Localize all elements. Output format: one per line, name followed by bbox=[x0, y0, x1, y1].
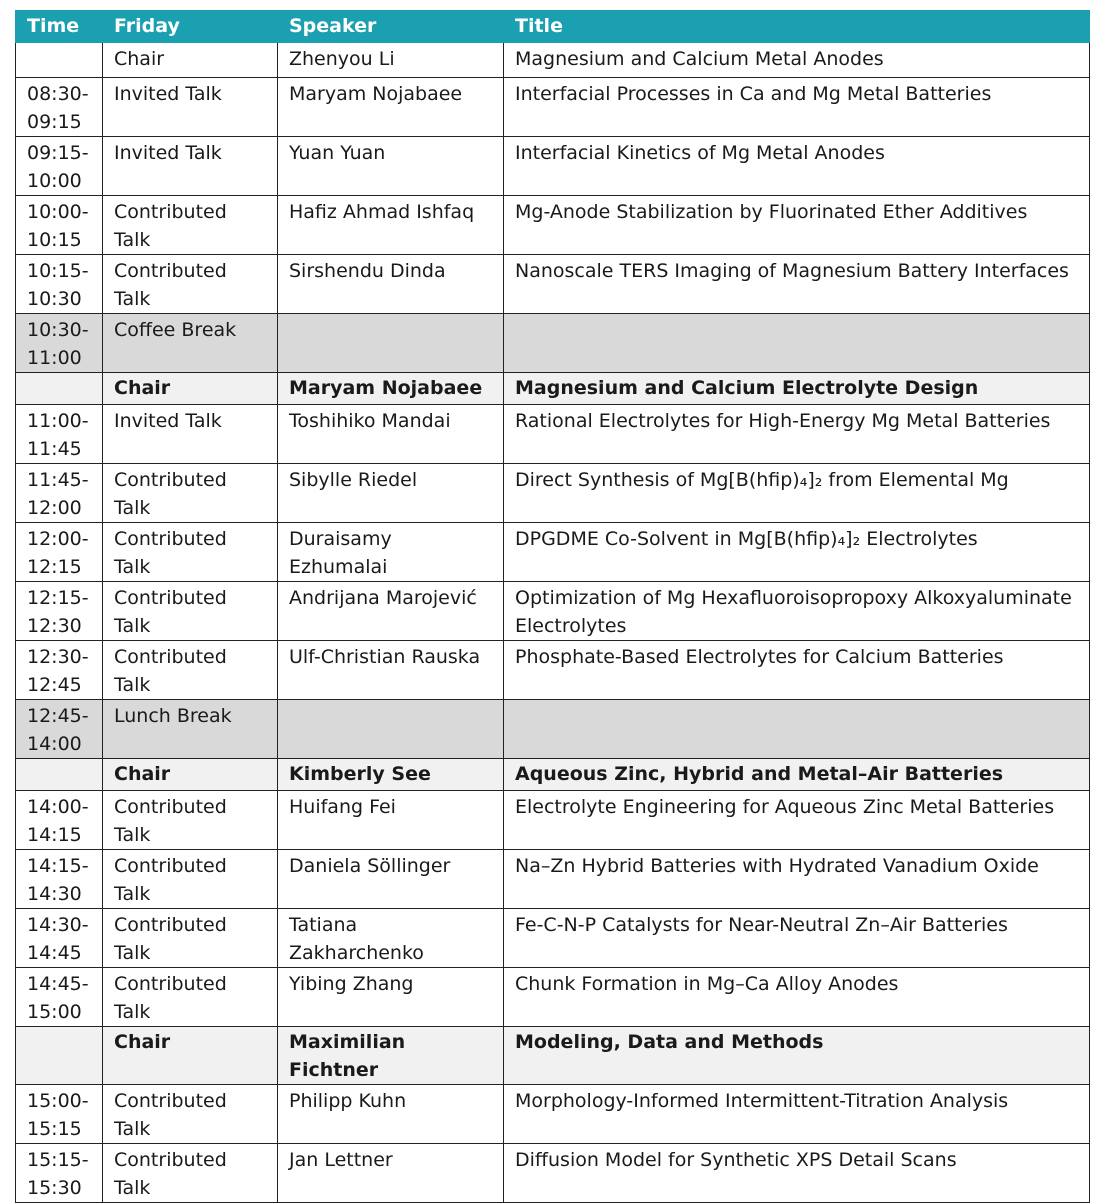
header-day: Friday bbox=[103, 11, 278, 43]
time-cell: 14:15-14:30 bbox=[16, 850, 103, 909]
talk-title-cell: Chunk Formation in Mg–Ca Alloy Anodes bbox=[504, 968, 1090, 1027]
table-row bbox=[16, 523, 1090, 582]
time-cell bbox=[16, 43, 103, 78]
session-type-cell: Contributed Talk bbox=[103, 968, 278, 1027]
talk-title-cell: Interfacial Kinetics of Mg Metal Anodes bbox=[504, 137, 1090, 196]
talk-title-cell: Rational Electrolytes for High-Energy Mg Metal Batteries bbox=[504, 405, 1090, 464]
header-row bbox=[16, 11, 1090, 43]
speaker-cell: Zhenyou Li bbox=[278, 43, 504, 78]
speaker-cell: Sibylle Riedel bbox=[278, 464, 504, 523]
table-row bbox=[16, 196, 1090, 255]
time-cell bbox=[16, 373, 103, 405]
session-type-cell: Contributed Talk bbox=[103, 791, 278, 850]
session-type-cell: Chair bbox=[103, 759, 278, 791]
time-cell: 10:30-11:00 bbox=[16, 314, 103, 373]
session-type-cell: Chair bbox=[103, 1027, 278, 1085]
time-cell: 09:15-10:00 bbox=[16, 137, 103, 196]
header-time: Time bbox=[16, 11, 103, 43]
session-type-cell: Invited Talk bbox=[103, 78, 278, 137]
break-row bbox=[16, 700, 1090, 759]
speaker-cell: Duraisamy Ezhumalai bbox=[278, 523, 504, 582]
talk-title-cell: Fe-C-N-P Catalysts for Near-Neutral Zn–Air Batteries bbox=[504, 909, 1090, 968]
speaker-cell: Hafiz Ahmad Ishfaq bbox=[278, 196, 504, 255]
speaker-cell: Yibing Zhang bbox=[278, 968, 504, 1027]
session-type-cell: Contributed Talk bbox=[103, 641, 278, 700]
time-cell: 14:45-15:00 bbox=[16, 968, 103, 1027]
session-chair-row bbox=[16, 759, 1090, 791]
time-cell: 10:15-10:30 bbox=[16, 255, 103, 314]
table-row bbox=[16, 850, 1090, 909]
session-chair-row bbox=[16, 373, 1090, 405]
speaker-cell: Maryam Nojabaee bbox=[278, 78, 504, 137]
session-type-cell: Contributed Talk bbox=[103, 255, 278, 314]
session-type-cell: Contributed Talk bbox=[103, 1085, 278, 1144]
time-cell: 11:00-11:45 bbox=[16, 405, 103, 464]
table-row bbox=[16, 78, 1090, 137]
speaker-cell: Jan Lettner bbox=[278, 1144, 504, 1203]
session-type-cell: Contributed Talk bbox=[103, 582, 278, 641]
time-cell: 15:00-15:15 bbox=[16, 1085, 103, 1144]
talk-title-cell: Nanoscale TERS Imaging of Magnesium Battery Interfaces bbox=[504, 255, 1090, 314]
table-row bbox=[16, 909, 1090, 968]
table-row bbox=[16, 968, 1090, 1027]
table-row bbox=[16, 405, 1090, 464]
speaker-cell: Andrijana Marojević bbox=[278, 582, 504, 641]
table-row bbox=[16, 641, 1090, 700]
session-type-cell: Contributed Talk bbox=[103, 1144, 278, 1203]
time-cell: 12:45-14:00 bbox=[16, 700, 103, 759]
time-cell: 08:30-09:15 bbox=[16, 78, 103, 137]
table-row bbox=[16, 255, 1090, 314]
speaker-cell: Daniela Söllinger bbox=[278, 850, 504, 909]
session-type-cell: Contributed Talk bbox=[103, 196, 278, 255]
session-type-cell: Chair bbox=[103, 43, 278, 78]
time-cell: 12:30-12:45 bbox=[16, 641, 103, 700]
talk-title-cell: DPGDME Co-Solvent in Mg[B(hfip)₄]₂ Electrolytes bbox=[504, 523, 1090, 582]
speaker-cell: Huifang Fei bbox=[278, 791, 504, 850]
session-chair-row bbox=[16, 1027, 1090, 1085]
talk-title-cell: Modeling, Data and Methods bbox=[504, 1027, 1090, 1085]
speaker-cell: Sirshendu Dinda bbox=[278, 255, 504, 314]
schedule-table bbox=[15, 10, 1090, 1203]
time-cell: 11:45-12:00 bbox=[16, 464, 103, 523]
table-row bbox=[16, 791, 1090, 850]
header-speaker: Speaker bbox=[278, 11, 504, 43]
speaker-cell bbox=[278, 700, 504, 759]
talk-title-cell: Electrolyte Engineering for Aqueous Zinc Metal Batteries bbox=[504, 791, 1090, 850]
talk-title-cell: Magnesium and Calcium Metal Anodes bbox=[504, 43, 1090, 78]
table-row bbox=[16, 137, 1090, 196]
talk-title-cell bbox=[504, 700, 1090, 759]
talk-title-cell bbox=[504, 314, 1090, 373]
talk-title-cell: Na–Zn Hybrid Batteries with Hydrated Vanadium Oxide bbox=[504, 850, 1090, 909]
speaker-cell: Tatiana Zakharchenko bbox=[278, 909, 504, 968]
talk-title-cell: Phosphate-Based Electrolytes for Calcium Batteries bbox=[504, 641, 1090, 700]
talk-title-cell: Aqueous Zinc, Hybrid and Metal–Air Batteries bbox=[504, 759, 1090, 791]
speaker-cell: Yuan Yuan bbox=[278, 137, 504, 196]
time-cell: 12:00-12:15 bbox=[16, 523, 103, 582]
session-type-cell: Invited Talk bbox=[103, 137, 278, 196]
talk-title-cell: Optimization of Mg Hexafluoroisopropoxy Alkoxyaluminate Electrolytes bbox=[504, 582, 1090, 641]
speaker-cell: Toshihiko Mandai bbox=[278, 405, 504, 464]
session-type-cell: Contributed Talk bbox=[103, 523, 278, 582]
session-type-cell: Coffee Break bbox=[103, 314, 278, 373]
talk-title-cell: Magnesium and Calcium Electrolyte Design bbox=[504, 373, 1090, 405]
speaker-cell: Kimberly See bbox=[278, 759, 504, 791]
session-type-cell: Contributed Talk bbox=[103, 909, 278, 968]
time-cell: 10:00-10:15 bbox=[16, 196, 103, 255]
session-type-cell: Lunch Break bbox=[103, 700, 278, 759]
talk-title-cell: Direct Synthesis of Mg[B(hfip)₄]₂ from Elemental Mg bbox=[504, 464, 1090, 523]
time-cell: 15:15-15:30 bbox=[16, 1144, 103, 1203]
table-row bbox=[16, 43, 1090, 78]
header-title: Title bbox=[504, 11, 1090, 43]
break-row bbox=[16, 314, 1090, 373]
time-cell bbox=[16, 759, 103, 791]
table-row bbox=[16, 1085, 1090, 1144]
talk-title-cell: Diffusion Model for Synthetic XPS Detail Scans bbox=[504, 1144, 1090, 1203]
speaker-cell: Maryam Nojabaee bbox=[278, 373, 504, 405]
time-cell: 14:00-14:15 bbox=[16, 791, 103, 850]
time-cell: 14:30-14:45 bbox=[16, 909, 103, 968]
session-type-cell: Invited Talk bbox=[103, 405, 278, 464]
time-cell bbox=[16, 1027, 103, 1085]
time-cell: 12:15-12:30 bbox=[16, 582, 103, 641]
table-row bbox=[16, 1144, 1090, 1203]
speaker-cell: Philipp Kuhn bbox=[278, 1085, 504, 1144]
speaker-cell: Maximilian Fichtner bbox=[278, 1027, 504, 1085]
talk-title-cell: Morphology-Informed Intermittent-Titration Analysis bbox=[504, 1085, 1090, 1144]
speaker-cell bbox=[278, 314, 504, 373]
session-type-cell: Chair bbox=[103, 373, 278, 405]
talk-title-cell: Mg-Anode Stabilization by Fluorinated Ether Additives bbox=[504, 196, 1090, 255]
table-row bbox=[16, 582, 1090, 641]
session-type-cell: Contributed Talk bbox=[103, 464, 278, 523]
table-row bbox=[16, 464, 1090, 523]
session-type-cell: Contributed Talk bbox=[103, 850, 278, 909]
speaker-cell: Ulf-Christian Rauska bbox=[278, 641, 504, 700]
talk-title-cell: Interfacial Processes in Ca and Mg Metal Batteries bbox=[504, 78, 1090, 137]
